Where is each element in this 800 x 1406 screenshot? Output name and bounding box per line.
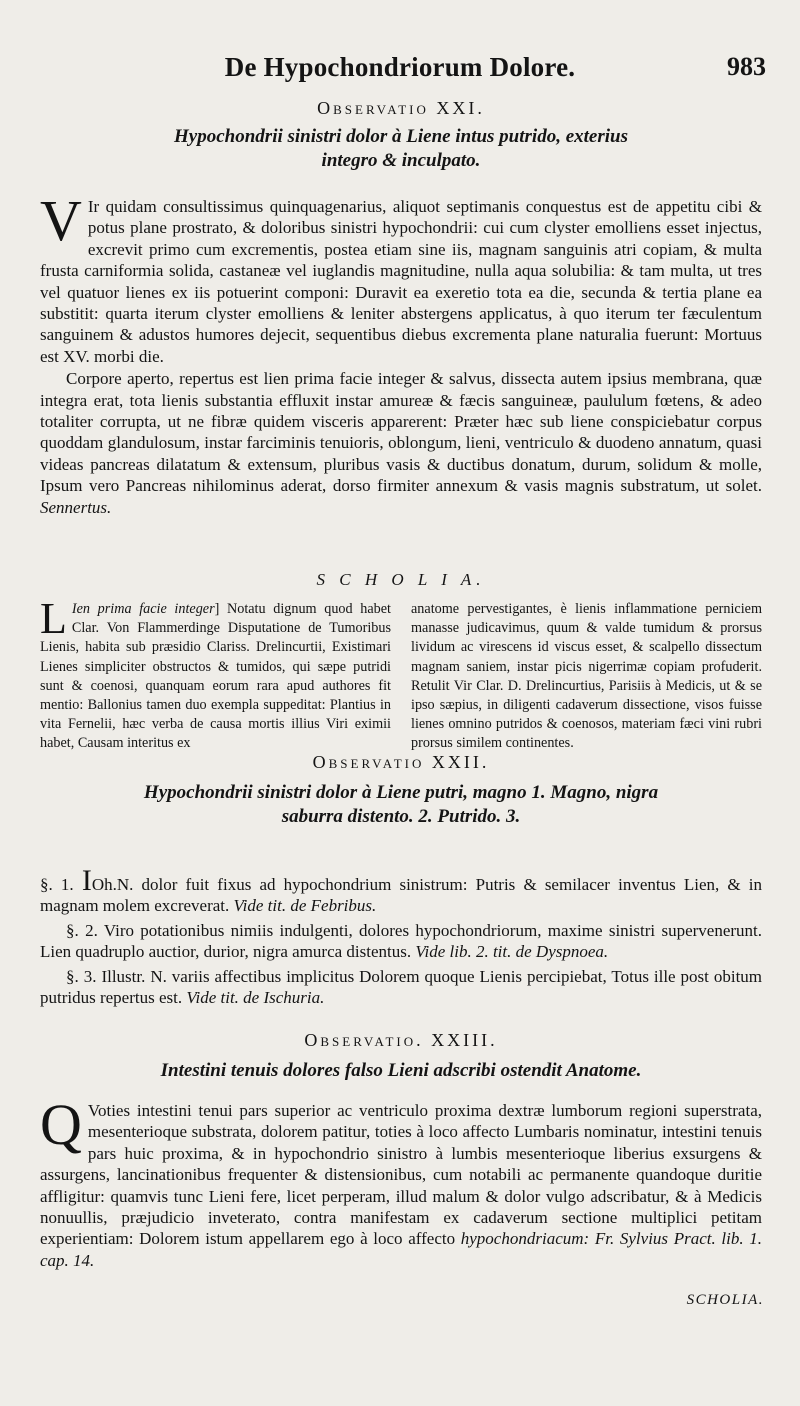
obs22-s3-ref: Vide tit. de Ischuria. — [186, 988, 325, 1008]
obs21-paragraph-1 — [40, 188, 762, 367]
obs23-body — [40, 1092, 762, 1271]
obs23-header — [40, 1030, 762, 1083]
obs22-header — [40, 752, 762, 829]
obs23-subtitle: Intestini tenuis dolores falso Lieni adscribi ostendit Anatome. — [160, 1060, 642, 1081]
obs22-body — [40, 864, 763, 1008]
obs23-p1-ref: hypochondriacum: Fr. Sylvius Pract. lib. 1. cap. 14. — [40, 1229, 762, 1270]
obs23-heading: Observatio. XXIII. — [304, 1030, 498, 1050]
obs22-section-2 — [40, 920, 762, 963]
scholia-right-column — [411, 600, 762, 754]
scholia-right-text: anatome pervestigantes, è lienis inflammatione perniciem manasse judicavimus, quum & valde tumidum & prorsus lividum ac virescens id viscus esset, & scalpello dissectum magnam saniem, instar picis nigerrimæ copiam profuderit. Retulit Vir Clar. D. Drelincurtius, Parisiis à Medicis, ut & se ipso sæpius, in diligenti cadaverum dissectione, visos fuisse lienes omnino putridos & coenosos, materiam fæci vini rubri prorsus similem continentes. — [411, 601, 762, 752]
obs23-paragraph-1 — [40, 1092, 762, 1271]
obs22-s1-ref: Vide tit. de Febribus. — [233, 896, 377, 916]
obs23-dropcap: Q — [40, 1092, 82, 1157]
obs22-subtitle-1: Hypochondrii sinistri dolor à Liene putri, magno 1. Magno, nigra — [143, 782, 659, 803]
obs23-p1-text: Voties intestini tenui pars superior ac ventriculo proxima dextræ lumborum regioni superstrata, mesenterioque substrata, dolorem patitur, toties à loco affecto Lumbaris nominatur, intestini tenuis pars huic proxima, & in hypochondrio sinistro à lumbis mesenterioque liberius exsurgens & assurgens, lancinationibus frequenter & distensionibus, cum notabili ac permanente quandoque duritie affligitur: quamvis tunc Lieni fere, licet perperam, illud malum & dolor vulgo adscribatur, & à Medicis nonuullis, præjudicio inveterato, contra manifestam ex cadaverum sectione multiplici petitam experientiam: Dolorem istum appellarem ego à loco affecto — [40, 1101, 762, 1249]
obs22-s1-text: Oh.N. dolor fuit fixus ad hypochondrium sinistrum: Putris & semilacer inventus Lien, & in magnam molem excreverat. — [40, 875, 762, 916]
obs21-subtitle-2: integro & inculpato. — [321, 150, 481, 171]
obs22-s1-label: §. 1. — [40, 875, 74, 894]
obs22-s2-ref: Vide lib. 2. tit. de Dyspnoea. — [415, 942, 609, 962]
obs22-s3-text: Illustr. N. variis affectibus implicitus Dolorem quoque Lienis percipiebat, Totus ille post obitum putridus repertus est. — [40, 966, 763, 1008]
obs22-s3-label: §. 3. — [66, 966, 97, 986]
obs21-body — [40, 188, 762, 518]
page-number: 983 — [727, 52, 766, 81]
obs22-subtitle-2: saburra distento. 2. Putrido. 3. — [281, 806, 521, 827]
obs21-dropcap: V — [40, 188, 82, 253]
obs21-p2-text: Corpore aperto, repertus est lien prima facie integer & salvus, dissecta autem ipsius membrana, quæ integra erat, tota lienis substantia effluxit instar amureæ & fæcis sanguineæ, paululum fœtens, & adeo totaliter corrupta, ut ne fibræ quidem visceris apparerent: Præter hæc sub liene conspiciebatur corpus quoddam glandulosum, instar farciminis tenuioris, oblongum, lieni, ventriculo & duodeno annatum, quasi videas pancreas dilatatum & extensum, pluribus vasis & ductibus donatum, durum, solidum & molle, Ipsum vero Pancreas nihilominus aderat, dorso firmiter annexum & vasis magnis substratum, ut solet. — [40, 369, 762, 496]
scholia-left-column — [40, 594, 391, 754]
obs21-paragraph-2 — [40, 368, 762, 518]
obs22-s2-text: Viro potationibus nimiis indulgenti, dolores hypochondriorum, maxime sinistri supervenerunt. Lien quadruplo auctior, durior, nigra amurca distentus. — [40, 920, 762, 962]
scholia-header — [40, 570, 762, 590]
scholia-columns — [40, 594, 762, 754]
obs21-p1-text: Ir quidam consultissimus quinquagenarius, aliquot septimanis conquestus est de appetitu cibi & potus plane prostrato, & doloribus sinistri hypochondrii: cui cum clyster emolliens esset injectus, excrevit primo cum excrementis, postea etiam sine iis, magnam sanguinis atri copiam, & multa frusta carniformia solida, castaneæ vel iuglandis magnitudine, nulla aqua solubilia: & tam multa, ut tres vel quatuor lienes ex iis potuerint componi: Duravit ea exeretio tota ea die, secunda & tertia plane ea substitit: quarta iterum clyster emolliens & leniter abstergens applicatus, à quo iterum ter fæculentum sanguinem & adustos humores dejecit, sequentibus diebus excrementa plane naturalia fuerunt: Mortuus est XV. morbi die. — [40, 197, 762, 366]
obs22-section-3 — [40, 966, 762, 1009]
obs21-header — [40, 98, 762, 173]
obs21-author: Sennertus. — [40, 497, 112, 517]
scholia-left-text: ] Notatu dignum quod habet Clar. Von Flammerdinge Disputatione de Tumoribus Lienis, habita sub præsidio Clariss. Drelincurtii, Existimari Lienes simpliciter obstructos & tumidos, qui sæpe putridi sunt & coenosi, quanquam eorum rara apud authores fit mentio: Ballonius tamen duo exempla suppeditat: Plantius in vita Fernelii, hæc verba de causa mortis illius Viri eximii habet, Causam interitus ex — [40, 601, 391, 752]
obs21-heading: Observatio XXI. — [317, 98, 485, 118]
scholia-dropcap: L — [40, 594, 67, 643]
scholia-heading: S C H O L I A. — [316, 570, 486, 589]
obs22-heading: Observatio XXII. — [312, 752, 490, 772]
running-head — [0, 52, 800, 92]
obs22-s2-label: §. 2. — [66, 920, 98, 940]
running-title: De Hypochondriorum Dolore. — [224, 52, 576, 82]
scholia-lemma: Ien prima facie integer — [71, 601, 215, 617]
obs22-s1-dropcap: I — [81, 864, 92, 897]
catchword: SCHOLIA. — [686, 1292, 764, 1308]
obs22-section-1 — [40, 864, 762, 917]
obs21-subtitle-1: Hypochondrii sinistri dolor à Liene intus putrido, exterius — [174, 126, 628, 147]
